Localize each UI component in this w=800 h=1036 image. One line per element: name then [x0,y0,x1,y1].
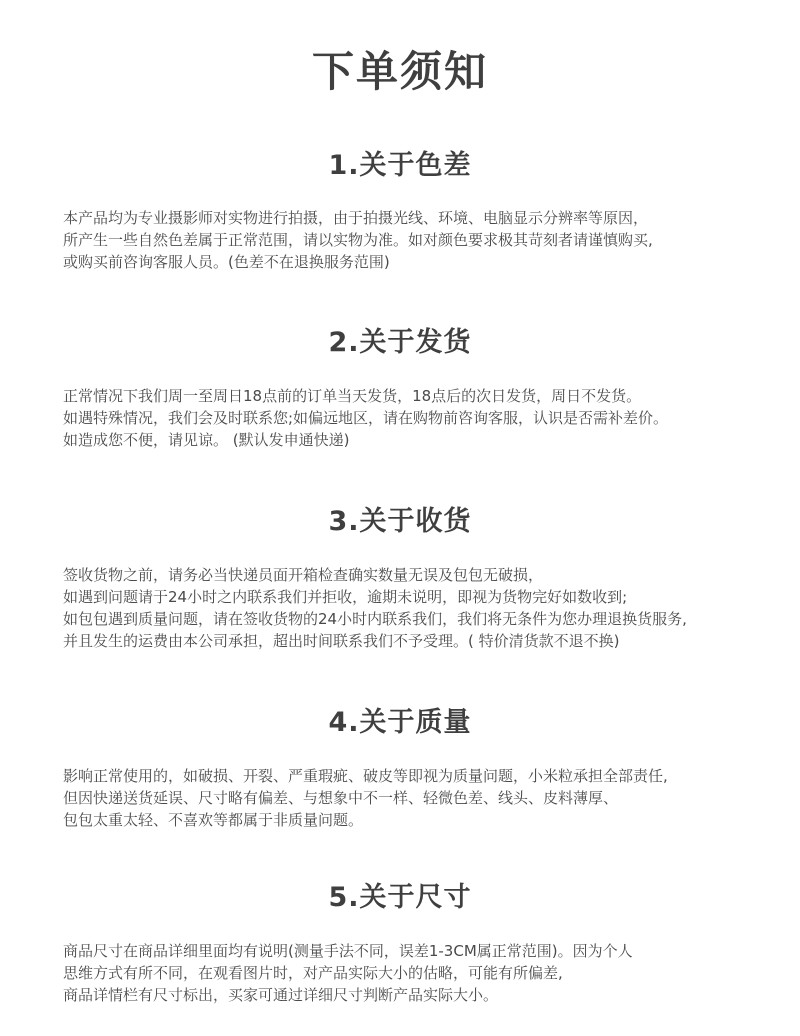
body-line: 所产生一些自然色差属于正常范围，请以实物为准。如对颜色要求极其苛刻者请谨慎购买, [63,231,653,249]
section-color-difference [0,146,800,186]
body-line: 如包包遇到质量问题，请在签收货物的24小时内联系我们，我们将无条件为您办理退换货服务, [63,610,687,628]
section-heading: 2.关于发货 [328,327,472,358]
body-line: 但因快递送货延误、尺寸略有偏差、与想象中不一样、轻微色差、线头、皮料薄厚、 [63,789,619,807]
page-title: 下单须知 [311,47,488,96]
section-body [63,765,793,831]
section-heading: 1.关于色差 [328,150,472,181]
body-line: 如遇特殊情况，我们会及时联系您;如偏远地区，请在购物前咨询客服，认识是否需补差价。 [63,409,669,427]
section-heading: 3.关于收货 [328,506,472,537]
body-line: 本产品均为专业摄影师对实物进行拍摄，由于拍摄光线、环境、电脑显示分辨率等原因， [63,209,649,227]
body-line: 包包太重太轻、不喜欢等都属于非质量问题。 [63,811,364,829]
body-line: 如造成您不便，请见谅。 (默认发申通快递) [63,431,350,449]
section-quality [0,703,800,743]
section-shipping [0,323,800,363]
body-line: 正常情况下我们周一至周日18点前的订单当天发货，18点后的次日发货，周日不发货。 [63,387,642,405]
body-line: 如遇到问题请于24小时之内联系我们并拒收，逾期未说明，即视为货物完好如数收到; [63,588,628,606]
body-line: 思维方式有所不同，在观看图片时，对产品实际大小的估略，可能有所偏差, [63,964,563,982]
section-body [63,564,793,652]
body-line: 影响正常使用的，如破损、开裂、严重瑕疵、破皮等即视为质量问题，小米粒承担全部责任, [63,767,668,785]
body-line: 商品详情栏有尺寸标出，买家可通过详细尺寸判断产品实际大小。 [63,986,499,1004]
section-body [63,940,793,1006]
body-line: 或购买前咨询客服人员。(色差不在退换服务范围) [63,253,390,271]
body-line: 签收货物之前，请务必当快递员面开箱检查确实数量无误及包包无破损， [63,566,544,584]
section-size [0,878,800,918]
section-body [63,385,793,451]
section-receiving [0,502,800,542]
section-heading: 4.关于质量 [328,707,472,738]
body-line: 商品尺寸在商品详细里面均有说明(测量手法不同，误差1-3CM属正常范围)。因为个人 [63,942,633,960]
section-body [63,207,793,273]
section-heading: 5.关于尺寸 [328,882,472,913]
body-line: 并且发生的运费由本公司承担，超出时间联系我们不予受理。( 特价清货款不退不换) [63,632,620,650]
